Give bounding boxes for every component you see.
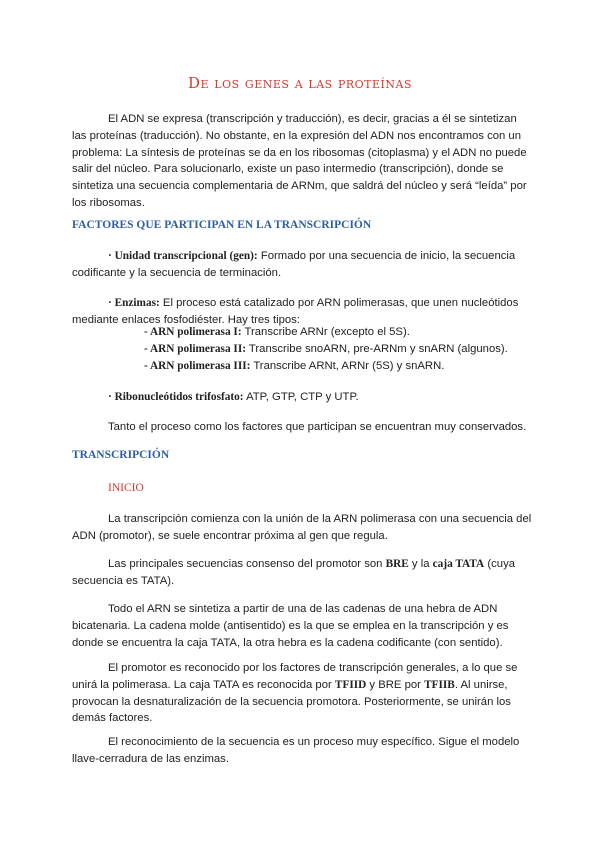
enzimas-label: · Enzimas: — [108, 297, 160, 309]
enzimas-text: El proceso está catalizado por ARN polimerasas, que unen nucleótidos mediante enlaces fosfodiéster. Hay tres tipos: — [72, 297, 519, 326]
p4-text-b: y BRE por — [366, 678, 425, 691]
paragraph-inicio-4 — [72, 660, 532, 727]
p2-text-c: (cuya secuencia es TATA). — [72, 558, 515, 587]
polimerasa-2-item — [144, 341, 508, 358]
unidad-text: Formado por una secuencia de inicio, la secuencia codificante y la secuencia de terminación. — [72, 250, 516, 279]
unidad-transcripcional-item — [72, 248, 532, 282]
tfiib-term: TFIIB — [424, 678, 455, 691]
paragraph-inicio-3: Todo el ARN se sintetiza a partir de una de las cadenas de una hebra de ADN bicatenaria. La cadena molde (antisentido) es la que se emplea en la transcripción y es donde se encuentra la caja TATA, la otra hebra es la cadena codificante (con sentido). — [72, 603, 509, 649]
polimerasa-1-label: - ARN polimerasa I: — [144, 326, 242, 338]
p4-text-a: El promotor es reconocido por los factores de transcripción generales, a lo que se unirá la polimerasa. La caja TATA es reconocida por — [72, 662, 518, 691]
section-heading-transcripcion: TRANSCRIPCIÓN — [72, 449, 170, 461]
paragraph-inicio-2 — [72, 556, 532, 590]
unidad-label: · Unidad transcripcional (gen): — [108, 250, 258, 262]
polimerasa-2-text: Transcribe snoARN, pre-ARNm y snARN (algunos). — [245, 343, 508, 355]
polimerasa-3-text: Transcribe ARNt, ARNr (5S) y snARN. — [250, 360, 445, 372]
polimerasa-3-label: - ARN polimerasa III: — [144, 360, 251, 372]
ribonucleotidos-text: ATP, GTP, CTP y UTP. — [243, 391, 359, 403]
intro-paragraph: El ADN se expresa (transcripción y traducción), es decir, gracias a él se sintetizan las proteínas (traducción). No obstante, en la expresión del ADN nos encontramos con un problema: La síntesis de proteínas se da en los ribosomas (citoplasma) y el ADN no puede salir del núcleo. Para solucionarlo, existe un paso intermedio (transcripción), donde se sintetiza una secuencia complementaria de ARNm, que saldrá del núcleo y será “leída” por los ribosomas. — [72, 113, 527, 209]
ribonucleotidos-item — [72, 389, 532, 406]
p4-text-c: . Al unirse, provocan la desnaturalización de la secuencia promotora. Posteriormente, se unirán los demás factores. — [72, 678, 511, 725]
polimerasa-1-text: Transcribe ARNr (excepto el 5S). — [241, 326, 410, 338]
paragraph-inicio-5: El reconocimiento de la secuencia es un proceso muy específico. Sigue el modelo llave-cerradura de las enzimas. — [72, 736, 520, 765]
polimerasa-3-item — [144, 358, 444, 375]
p2-text-b: y la — [408, 558, 433, 570]
section-heading-factores: FACTORES QUE PARTICIPAN EN LA TRANSCRIPCIÓN — [72, 219, 372, 231]
tfiid-term: TFIID — [334, 678, 367, 691]
caja-tata-term: caja TATA — [432, 558, 485, 570]
conservados-paragraph: Tanto el proceso como los factores que participan se encuentran muy conservados. — [108, 421, 527, 433]
page-title: De los genes a las proteínas — [187, 74, 412, 92]
polimerasa-2-label: - ARN polimerasa II: — [144, 343, 246, 355]
paragraph-inicio-1: La transcripción comienza con la unión de la ARN polimerasa con una secuencia del ADN (promotor), se suele encontrar próxima al gen que regula. — [72, 513, 532, 542]
bre-term: BRE — [385, 558, 409, 570]
polimerasa-1-item — [144, 324, 410, 341]
p2-text-a: Las principales secuencias consenso del promotor son — [108, 558, 386, 570]
ribonucleotidos-label: · Ribonucleótidos trifosfato: — [108, 391, 244, 403]
subheading-inicio: INICIO — [108, 482, 144, 494]
